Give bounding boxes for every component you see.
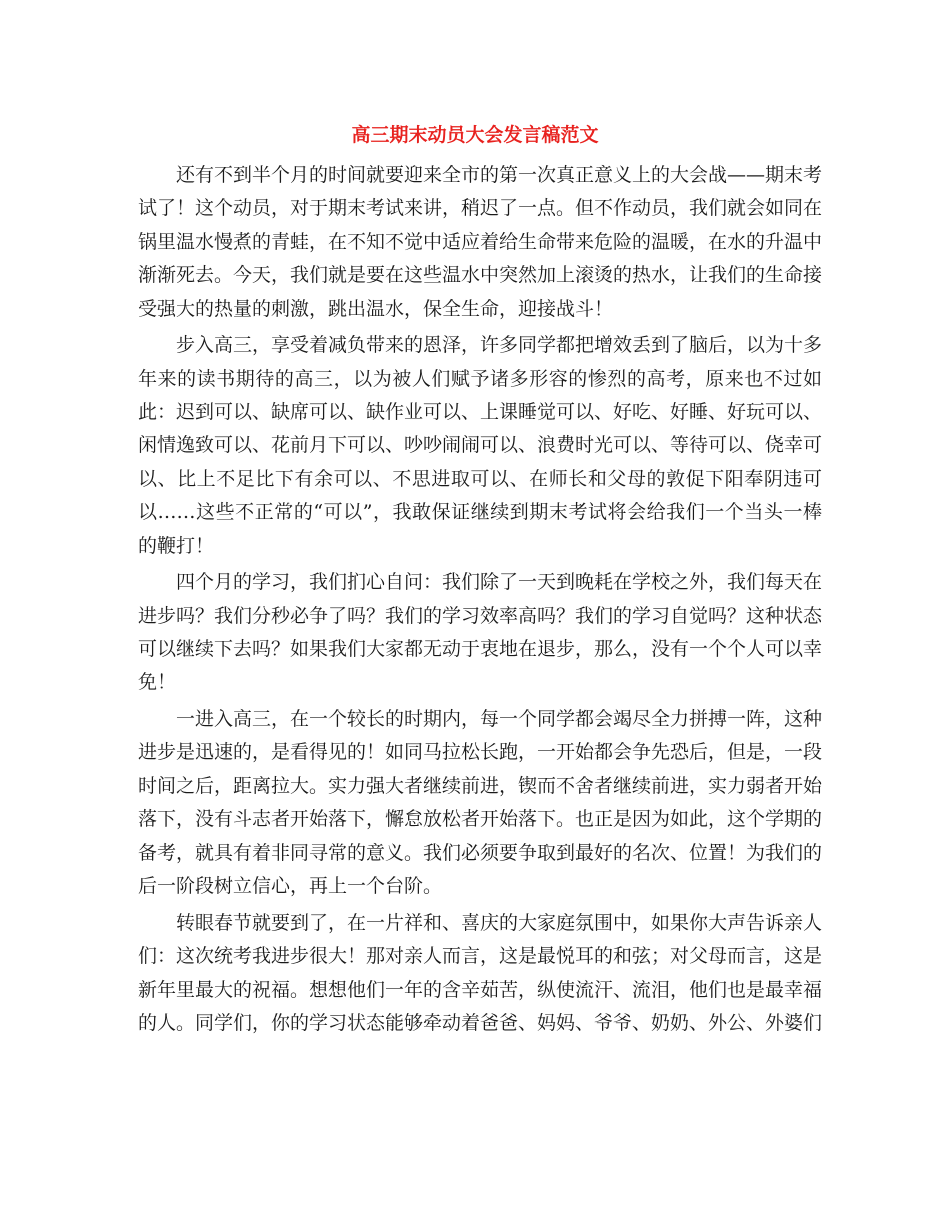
paragraph: 一进入高三，在一个较长的时期内，每一个同学都会竭尽全力拼搏一阵，这种进步是迅速的，是看得见的！如同马拉松长跑，一开始都会争先恐后，但是，一段时间之后，距离拉大。实力强大者继续前进，锲而不舍者继续前进，实力弱者开始落下，没有斗志者开始落下，懈怠放松者开始落下。也正是因为如此，这个学期的备考，就具有着非同寻常的意义。我们必须要争取到最好的名次、位置！为我们的后一阶段树立信心，再上一个台阶。 <box>138 708 823 898</box>
paragraph: 步入高三，享受着减负带来的恩泽，许多同学都把增效丢到了脑后，以为十多年来的读书期待的高三，以为被人们赋予诸多形容的惨烈的高考，原来也不过如此：迟到可以、缺席可以、缺作业可以、上课睡觉可以、好吃、好睡、好玩可以、闲情逸致可以、花前月下可以、吵吵闹闹可以、浪费时光可以、等待可以、侥幸可以、比上不足比下有余可以、不思进取可以、在师长和父母的敦促下阳奉阴违可以……这些不正常的“可以”，我敢保证继续到期末考试将会给我们一个当头一棒的鞭打！ <box>138 334 823 557</box>
paragraph: 还有不到半个月的时间就要迎来全市的第一次真正意义上的大会战——期末考试了！这个动员，对于期末考试来讲，稍迟了一点。但不作动员，我们就会如同在锅里温水慢煮的青蛙，在不知不觉中适应着给生命带来危险的温暖，在水的升温中渐渐死去。今天，我们就是要在这些温水中突然加上滚烫的热水，让我们的生命接受强大的热量的刺激，跳出温水，保全生命，迎接战斗！ <box>138 164 823 320</box>
paragraph: 转眼春节就要到了，在一片祥和、喜庆的大家庭氛围中，如果你大声告诉亲人们：这次统考我进步很大！那对亲人而言，这是最悦耳的和弦；对父母而言，这是新年里最大的祝福。想想他们一年的含辛茹苦，纵使流汗、流泪，他们也是最幸福的人。同学们，你的学习状态能够牵动着爸爸、妈妈、爷爷、奶奶、外公、外婆们 <box>138 911 823 1034</box>
document-body <box>138 159 822 1044</box>
document-title: 高三期末动员大会发言稿范文 <box>351 124 599 146</box>
paragraph: 四个月的学习，我们扪心自问：我们除了一天到晚耗在学校之外，我们每天在进步吗？我们分秒必争了吗？我们的学习效率高吗？我们的学习自觉吗？这种状态可以继续下去吗？如果我们大家都无动于衷地在退步，那么，没有一个个人可以幸免！ <box>138 571 823 694</box>
